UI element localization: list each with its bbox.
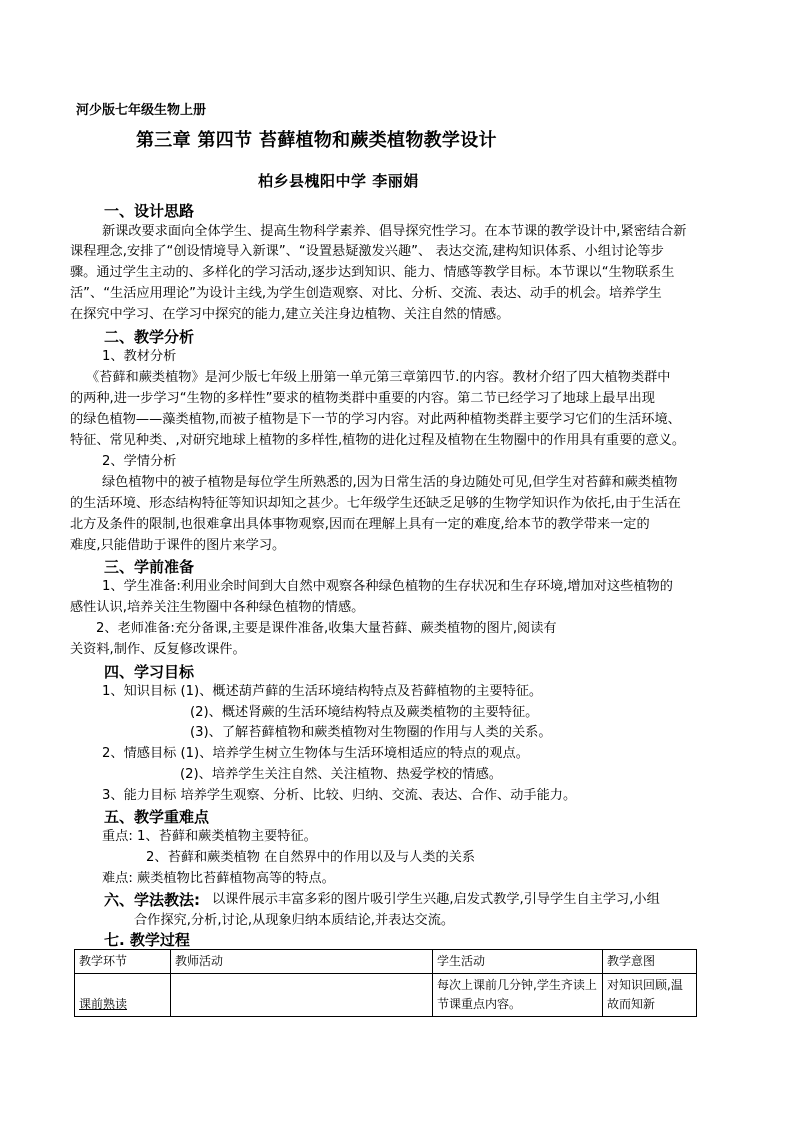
paragraph-line: 课程理念,安排了“创设情境导入新课”、“设置悬疑激发兴趣”、 表达交流,建构知识体系、小组讨论等步	[70, 244, 664, 259]
difficulty-line: 难点: 蕨类植物比苔藓植物高等的特点。	[102, 871, 335, 886]
objective-line: 3、能力目标 培养学生观察、分析、比较、归纳、交流、表达、合作、动手能力。	[102, 788, 577, 803]
paragraph-line: 特征、常见种类、,对研究地球上植物的多样性,植物的进化过程及植物在生物圈中的作用具有重要的意义。	[70, 433, 686, 448]
paragraph-line: 活”、“生活应用理论”为设计主线,为学生创造观察、对比、分析、交流、表达、动手的机会。培养学生	[70, 286, 662, 301]
author-line: 柏乡县槐阳中学 李丽娟	[258, 172, 419, 190]
paragraph-line: 感性认识,培养关注生物圈中各种绿色植物的情感。	[70, 600, 365, 615]
paragraph-line: 难度,只能借助于课件的图片来学习。	[70, 538, 286, 553]
objective-line: (2)、培养学生关注自然、关注植物、热爱学校的情感。	[180, 767, 502, 782]
paragraph-line: 2、老师准备:充分备课,主要是课件准备,收集大量苔藓、蕨类植物的图片,阅读有	[96, 621, 557, 636]
column-header: 教学环节	[75, 950, 171, 974]
student-activity-cell: 每次上课前几分钟,学生齐读上节课重点内容。	[433, 974, 603, 1017]
table-row	[75, 974, 697, 1017]
paragraph-line: 的两种,进一步学习“生物的多样性”要求的植物类群中重要的内容。第二节已经学习了地球上最早出现	[70, 391, 655, 406]
paragraph-line: 骤。通过学生主动的、多样化的学习活动,逐步达到知识、能力、情感等教学目标。本节课以“生物联系生	[70, 265, 675, 280]
key-point-line: 2、苔藓和蕨类植物 在自然界中的作用以及与人类的关系	[146, 850, 476, 865]
objective-line: 2、情感目标 (1)、培养学生树立生物体与生活环境相适应的特点的观点。	[102, 746, 529, 761]
section-heading-analysis: 二、教学分析	[104, 328, 195, 346]
section-heading-methods: 六、学法教法:	[104, 891, 200, 909]
paragraph-line: 在探究中学习、在学习中探究的能力,建立关注身边植物、关注自然的情感。	[70, 307, 510, 322]
stage-cell	[75, 974, 171, 1017]
subheading-textbook: 1、教材分析	[102, 349, 177, 364]
paragraph-line: 绿色植物中的被子植物是每位学生所熟悉的,因为日常生活的身边随处可见,但学生对苔藓和蕨类植物	[102, 475, 678, 490]
key-point-line: 重点: 1、苔藓和蕨类植物主要特征。	[102, 829, 317, 844]
subheading-students: 2、学情分析	[102, 454, 177, 469]
column-header: 教师活动	[171, 950, 433, 974]
paragraph-line: 的绿色植物——藻类植物,而被子植物是下一节的学习内容。对此两种植物类群主要学习它们的生活环境、	[70, 412, 681, 427]
teaching-process-table	[74, 949, 697, 1017]
paragraph-line: 以课件展示丰富多彩的图片吸引学生兴趣,启发式教学,引导学生自主学习,小组	[212, 892, 660, 907]
table-header-row	[75, 950, 697, 974]
section-heading-design: 一、设计思路	[104, 202, 195, 220]
column-header: 学生活动	[433, 950, 603, 974]
section-heading-preparation: 三、学前准备	[104, 558, 195, 576]
objective-line: (3)、了解苔藓植物和蕨类植物对生物圈的作用与人类的关系。	[190, 725, 552, 740]
teacher-activity-cell	[171, 974, 433, 1017]
objective-line: 1、知识目标 (1)、概述葫芦藓的生活环境结构特点及苔藓植物的主要特征。	[102, 684, 543, 699]
paragraph-line: 关资料,制作、反复修改课件。	[70, 642, 246, 657]
paragraph-line: 北方及条件的限制,也很难拿出具体事物观察,因而在理解上具有一定的难度,给本节的教学带来一定的	[70, 517, 650, 532]
document-header: 河少版七年级生物上册	[76, 103, 207, 118]
column-header: 教学意图	[603, 950, 697, 974]
paragraph-line: 《苔藓和蕨类植物》是河少版七年级上册第一单元第三章第四节.的内容。教材介绍了四大植物类群中	[86, 370, 671, 385]
intent-cell: 对知识回顾,温故而知新	[603, 974, 697, 1017]
paragraph-line: 的生活环境、形态结构特征等知识却知之甚少。七年级学生还缺乏足够的生物学知识作为依托,由于生活在	[70, 496, 681, 511]
paragraph-line: 合作探究,分析,讨论,从现象归纳本质结论,并表达交流。	[134, 913, 455, 928]
page-title: 第三章 第四节 苔藓植物和蕨类植物教学设计	[136, 130, 497, 151]
paragraph-line: 新课改要求面向全体学生、提高生物科学素养、倡导探究性学习。在本节课的教学设计中,紧密结合新	[102, 224, 687, 239]
paragraph-line: 1、学生准备:利用业余时间到大自然中观察各种绿色植物的生存状况和生存环境,增加对这些植物的	[102, 579, 673, 594]
stage-label: 课前熟读	[79, 997, 128, 1011]
objective-line: (2)、概述肾蕨的生活环境结构特点及蕨类植物的主要特征。	[190, 705, 539, 720]
section-heading-process: 七. 教学过程	[104, 931, 190, 949]
section-heading-key-points: 五、教学重难点	[104, 808, 210, 826]
section-heading-objectives: 四、学习目标	[104, 663, 195, 681]
